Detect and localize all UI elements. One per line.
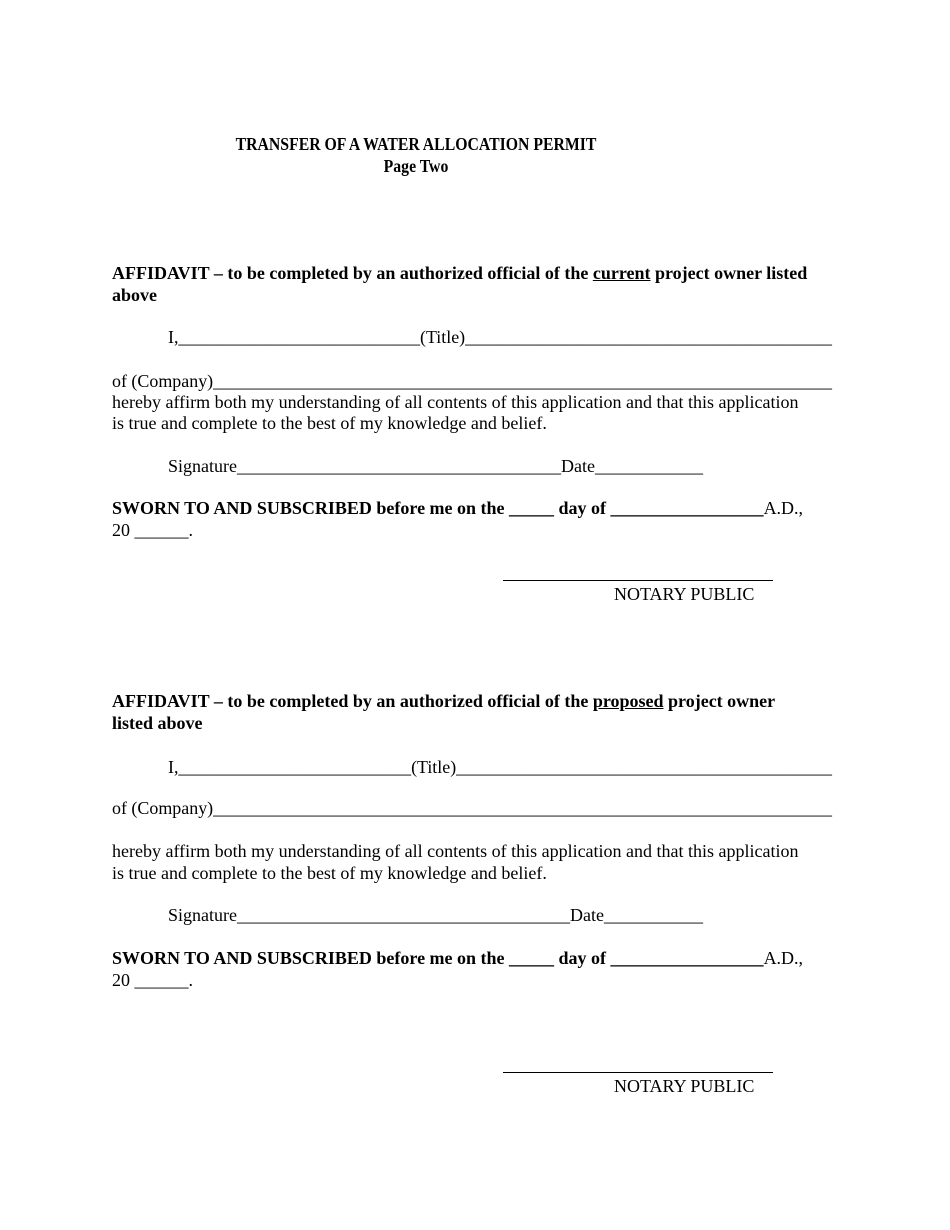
affidavit-current-heading: [112, 262, 807, 284]
affidavit-current-heading-line2: above: [112, 285, 157, 305]
proposed-notary-label: NOTARY PUBLIC: [614, 1076, 755, 1096]
affidavit-proposed-heading-suffix: project owner: [663, 691, 776, 711]
proposed-sworn-bold: SWORN TO AND SUBSCRIBED before me on the _____ day of _________________: [112, 948, 764, 968]
proposed-notary-signature-line[interactable]: [503, 1072, 773, 1073]
proposed-signature-date-field[interactable]: Signature_____________________________________Date___________: [168, 905, 703, 925]
current-affirm-line1: hereby affirm both my understanding of all contents of this application and that this application: [112, 392, 799, 412]
current-signature-date-field[interactable]: Signature____________________________________Date____________: [168, 456, 703, 476]
affidavit-proposed-heading-emphasis: proposed: [592, 691, 664, 711]
affidavit-current-heading-prefix: AFFIDAVIT – to be completed by an authorized official of the: [112, 263, 593, 283]
proposed-name-title-field[interactable]: I,__________________________(Title)__________________________________________: [168, 757, 832, 777]
current-notary-label: NOTARY PUBLIC: [614, 584, 755, 604]
affidavit-current-heading-emphasis: current: [592, 263, 651, 283]
proposed-company-field[interactable]: of (Company)_____________________________________________________________________: [112, 798, 833, 818]
proposed-sworn-tail: A.D.,: [763, 948, 804, 968]
proposed-sworn-year: 20 ______.: [112, 970, 193, 990]
current-sworn-tail: A.D.,: [763, 498, 804, 518]
proposed-sworn-statement: [112, 947, 803, 969]
affidavit-proposed-heading-prefix: AFFIDAVIT – to be completed by an authorized official of the: [112, 691, 593, 711]
current-company-field[interactable]: of (Company)_____________________________________________________________________: [112, 371, 833, 391]
current-sworn-bold: SWORN TO AND SUBSCRIBED before me on the _____ day of _________________: [112, 498, 764, 518]
proposed-affirm-line1: hereby affirm both my understanding of all contents of this application and that this application: [112, 841, 799, 861]
current-sworn-statement: [112, 497, 803, 519]
current-notary-signature-line[interactable]: [503, 580, 773, 581]
proposed-affirm-line2: is true and complete to the best of my knowledge and belief.: [112, 863, 547, 883]
current-sworn-year: 20 ______.: [112, 520, 193, 540]
document-title: TRANSFER OF A WATER ALLOCATION PERMIT: [235, 134, 597, 154]
current-affirm-line2: is true and complete to the best of my knowledge and belief.: [112, 413, 547, 433]
affidavit-proposed-heading-line2: listed above: [112, 713, 203, 733]
affidavit-current-heading-suffix: project owner listed: [650, 263, 808, 283]
current-name-title-field[interactable]: I,___________________________(Title)_________________________________________: [168, 327, 832, 347]
affidavit-proposed-heading: [112, 690, 775, 712]
document-subtitle: Page Two: [383, 156, 449, 176]
